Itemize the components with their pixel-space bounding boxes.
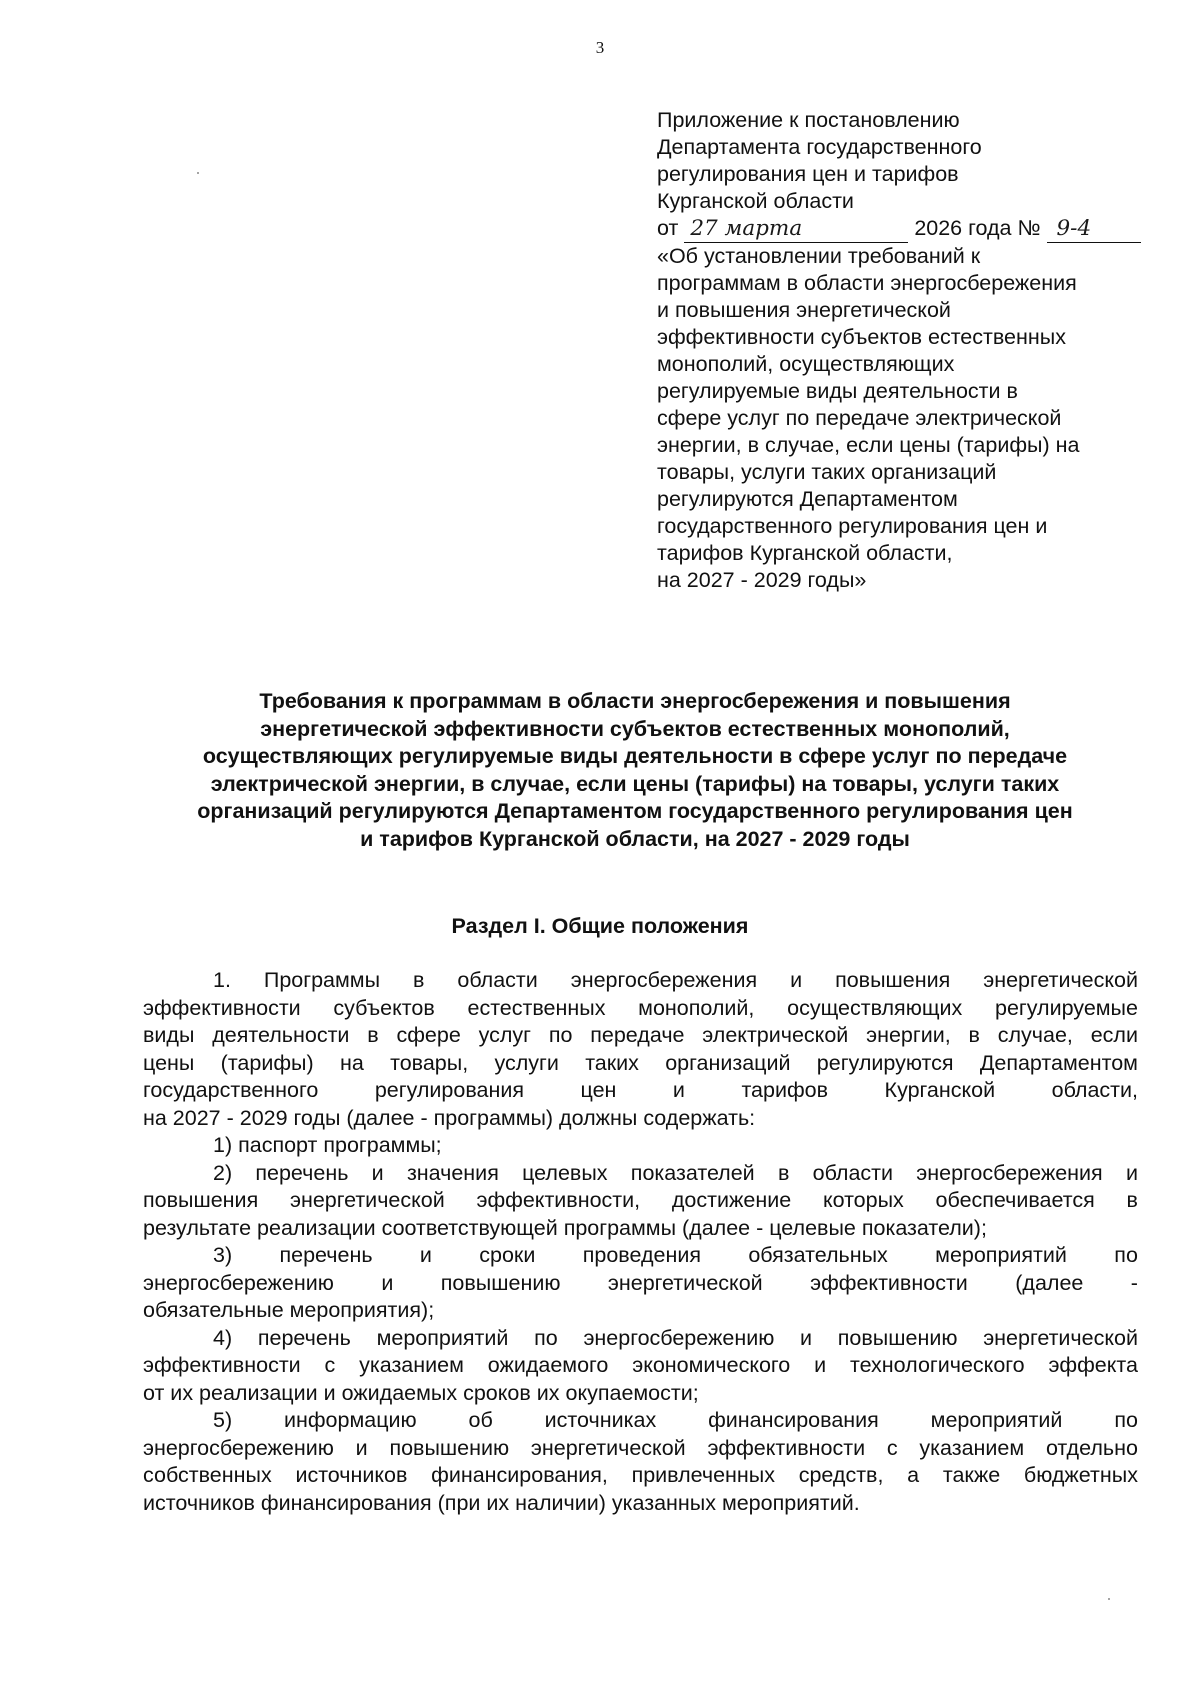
handwritten-number: 9-4 <box>1047 215 1141 243</box>
body-word: которых <box>822 1188 904 1212</box>
body-word: услуг <box>478 1023 532 1047</box>
body-word: таких <box>585 1050 639 1075</box>
body-word: государственного <box>143 1078 319 1102</box>
body-word: повышения <box>835 968 951 992</box>
body-word: (тарифы) <box>220 1050 314 1075</box>
page-number: 3 <box>595 38 605 57</box>
body-word: (далее <box>1015 1270 1084 1295</box>
body-word: с <box>886 1435 898 1460</box>
body-word: деятельности <box>212 1023 350 1047</box>
body-word: в <box>1126 1188 1138 1212</box>
scan-speck <box>197 172 199 174</box>
year-text: 2026 года № <box>914 216 1041 240</box>
body-word: регулируемые <box>995 995 1138 1020</box>
appendix-subject-line: энергии, в случае, если цены (тарифы) на <box>657 433 1080 457</box>
body-line: на 2027 - 2029 годы (далее - программы) должны содержать: <box>143 1105 756 1130</box>
body-word: перечень <box>279 1243 373 1267</box>
body-word: электрической <box>702 1023 849 1047</box>
body-word: 5) <box>213 1408 233 1432</box>
body-word: и <box>419 1243 432 1267</box>
appendix-subject-line: регулируемые виды деятельности в <box>657 379 1018 403</box>
body-word: энергосбережению <box>583 1325 775 1350</box>
body-line <box>143 967 1138 995</box>
body-word: также <box>942 1463 1001 1487</box>
body-word: показателей <box>630 1160 755 1185</box>
body-word: области <box>457 968 538 992</box>
body-word: Программы <box>263 968 381 992</box>
body-word: по <box>1114 1243 1138 1267</box>
body-line: результате реализации соответствующей программы (далее - целевые показатели); <box>143 1215 987 1240</box>
appendix-subject-line: эффективности субъектов естественных <box>657 325 1066 349</box>
title-line: осуществляющих регулируемые виды деятельности в сфере услуг по передаче <box>202 744 1068 768</box>
body-word: по <box>534 1325 558 1350</box>
body-word: экономического <box>632 1353 791 1377</box>
body-word: с <box>324 1353 336 1377</box>
body-word: сфере <box>396 1023 461 1047</box>
body-word: проведения <box>582 1243 701 1267</box>
scan-speck <box>1108 1598 1110 1600</box>
body-word: на <box>339 1050 364 1075</box>
body-word: в <box>777 1160 790 1185</box>
body-word: мероприятий <box>930 1408 1063 1432</box>
body-word: по <box>548 1023 573 1047</box>
body-word: области, <box>1051 1078 1138 1102</box>
appendix-subject-line: программам в области энергосбережения <box>657 271 1077 295</box>
body-word: мероприятий <box>376 1325 509 1350</box>
body-word: в <box>367 1023 379 1047</box>
body-word: эффективности, <box>476 1188 641 1212</box>
body-word: эффекта <box>1048 1353 1138 1377</box>
body-word: Курганской <box>884 1078 996 1102</box>
title-line: энергетической эффективности субъектов естественных монополий, <box>260 716 1010 741</box>
body-word: бюджетных <box>1023 1463 1138 1487</box>
body-word: указанием <box>359 1353 464 1377</box>
body-line <box>143 1187 1138 1215</box>
appendix-subject-line: монополий, осуществляющих <box>657 352 955 376</box>
body-word: энергетической <box>983 968 1138 992</box>
appendix-subject-line: государственного регулирования цен и <box>657 514 1048 538</box>
body-word: энергосбережению <box>143 1435 334 1460</box>
body-word: источников <box>295 1463 408 1487</box>
body-word: если <box>1090 1023 1138 1047</box>
body-line <box>143 1050 1138 1078</box>
body-word: собственных <box>143 1463 272 1487</box>
body-word: и <box>790 968 803 992</box>
body-word: источниках <box>544 1408 657 1432</box>
body-word: технологического <box>849 1353 1025 1377</box>
body-word: по <box>1114 1408 1138 1432</box>
body-word: целевых <box>522 1160 608 1185</box>
body-word: регулирования <box>374 1078 525 1102</box>
appendix-line: Приложение к постановлению <box>657 108 960 132</box>
body-word: обязательных <box>748 1243 888 1267</box>
body-word: осуществляющих <box>787 995 963 1020</box>
body-line <box>143 1462 1138 1490</box>
body-line: обязательные мероприятия); <box>143 1298 435 1322</box>
body-line <box>143 1270 1138 1298</box>
appendix-subject-line: и повышения энергетической <box>657 298 951 322</box>
body-word: регулируются <box>816 1050 954 1075</box>
title-line: организаций регулируются Департаментом государственного регулирования цен <box>197 799 1073 823</box>
body-word: случае, <box>997 1023 1073 1047</box>
body-word: перечень <box>257 1325 351 1350</box>
appendix-subject-line: товары, услуги таких организаций <box>657 460 997 484</box>
body-word: значения <box>406 1160 499 1185</box>
body-word: организаций <box>665 1050 791 1075</box>
appendix-subject-line: регулируются Департаментом <box>657 487 958 511</box>
body-line <box>143 1407 1138 1435</box>
title-line: электрической энергии, в случае, если цены (тарифы) на товары, услуги таких <box>210 771 1060 796</box>
appendix-line: Департамента государственного <box>657 135 982 159</box>
section-heading: Раздел I. Общие положения <box>451 914 749 938</box>
body-word: энергосбережения <box>570 968 758 992</box>
body-word: достижение <box>671 1188 792 1212</box>
body-line <box>143 1325 1138 1353</box>
appendix-line: регулирования цен и тарифов <box>657 162 959 186</box>
body-line <box>143 1077 1138 1105</box>
body-word: товары, <box>390 1050 469 1075</box>
body-line <box>143 1352 1138 1380</box>
body-word: информацию <box>283 1408 417 1432</box>
body-word: и <box>814 1353 827 1377</box>
body-word: привлеченных <box>631 1463 775 1487</box>
body-word: монополий, <box>638 995 755 1020</box>
title-line: Требования к программам в области энергосбережения и повышения <box>259 689 1011 713</box>
body-word: эффективности <box>143 1353 301 1377</box>
body-word: энергетической <box>530 1435 686 1460</box>
title-line: и тарифов Курганской области, на 2027 - 2029 годы <box>360 826 910 851</box>
body-word: повышению <box>389 1435 510 1460</box>
body-word: и <box>672 1078 685 1102</box>
body-word: области <box>812 1160 894 1185</box>
body-word: средств, <box>798 1463 884 1487</box>
body-word: и <box>371 1160 384 1185</box>
body-word: виды <box>143 1023 195 1047</box>
body-word: перечень <box>255 1160 349 1185</box>
document-title <box>130 688 1140 853</box>
body-word: цен <box>580 1078 617 1102</box>
body-line <box>143 1160 1138 1188</box>
body-word: повышению <box>837 1325 958 1350</box>
body-word: услуги <box>494 1050 559 1075</box>
body-word: 1. <box>213 968 231 992</box>
body-line <box>143 1022 1138 1050</box>
body-word: энергосбережения <box>916 1160 1103 1185</box>
body-word: ожидаемого <box>487 1353 609 1377</box>
handwritten-date: 27 марта <box>684 215 908 243</box>
body-word: повышению <box>440 1270 561 1295</box>
body-word: финансирования <box>708 1408 879 1432</box>
body-word: обеспечивается <box>935 1188 1095 1212</box>
body-word: энергетической <box>983 1325 1138 1350</box>
body-line <box>143 995 1138 1023</box>
body-word: а <box>907 1463 920 1487</box>
body-word: эффективности <box>810 1270 968 1295</box>
body-word: субъектов <box>333 995 435 1020</box>
body-text <box>143 967 1138 1517</box>
body-line: от их реализации и ожидаемых сроков их окупаемости; <box>143 1380 699 1405</box>
body-word: цены <box>143 1050 195 1075</box>
body-word: энергетической <box>289 1188 445 1212</box>
body-line: источников финансирования (при их наличии) указанных мероприятий. <box>143 1490 860 1515</box>
body-word: и <box>355 1435 368 1460</box>
date-prefix: от <box>657 216 679 240</box>
body-line <box>143 1435 1138 1463</box>
appendix-line: Курганской области <box>657 189 854 213</box>
appendix-subject-line: «Об установлении требований к <box>657 244 981 268</box>
appendix-subject-line: на 2027 - 2029 годы» <box>657 568 867 592</box>
body-word: в <box>412 968 425 992</box>
body-word: Департаментом <box>979 1050 1138 1075</box>
appendix-subject-line: тарифов Курганской области, <box>657 541 953 565</box>
body-word: естественных <box>467 995 606 1020</box>
date-line <box>657 215 1157 243</box>
body-word: тарифов <box>741 1078 829 1102</box>
body-word: повышения <box>143 1188 259 1212</box>
body-word: энергосбережению <box>143 1270 334 1295</box>
body-word: эффективности <box>143 995 301 1020</box>
body-word: финансирования, <box>431 1463 608 1487</box>
body-word: в <box>968 1023 980 1047</box>
body-word: мероприятий <box>935 1243 1067 1267</box>
body-word: указанием <box>919 1435 1025 1460</box>
body-word: отдельно <box>1045 1435 1138 1460</box>
body-line <box>143 1242 1138 1270</box>
body-word: энергетической <box>607 1270 763 1295</box>
appendix-block <box>657 107 1157 594</box>
body-word: 2) <box>213 1160 233 1185</box>
body-word: 3) <box>213 1243 233 1267</box>
appendix-subject-line: сфере услуг по передаче электрической <box>657 406 1062 430</box>
body-word: и <box>1125 1160 1138 1185</box>
body-word: эффективности <box>707 1435 866 1460</box>
body-line: 1) паспорт программы; <box>213 1133 442 1157</box>
body-word: передаче <box>590 1023 685 1047</box>
body-word: и <box>800 1325 813 1350</box>
body-word: и <box>381 1270 394 1295</box>
body-word: энергии, <box>866 1023 951 1047</box>
body-word: об <box>468 1408 493 1432</box>
body-word: сроки <box>479 1243 536 1267</box>
body-word: - <box>1130 1270 1138 1295</box>
body-word: 4) <box>213 1325 233 1350</box>
